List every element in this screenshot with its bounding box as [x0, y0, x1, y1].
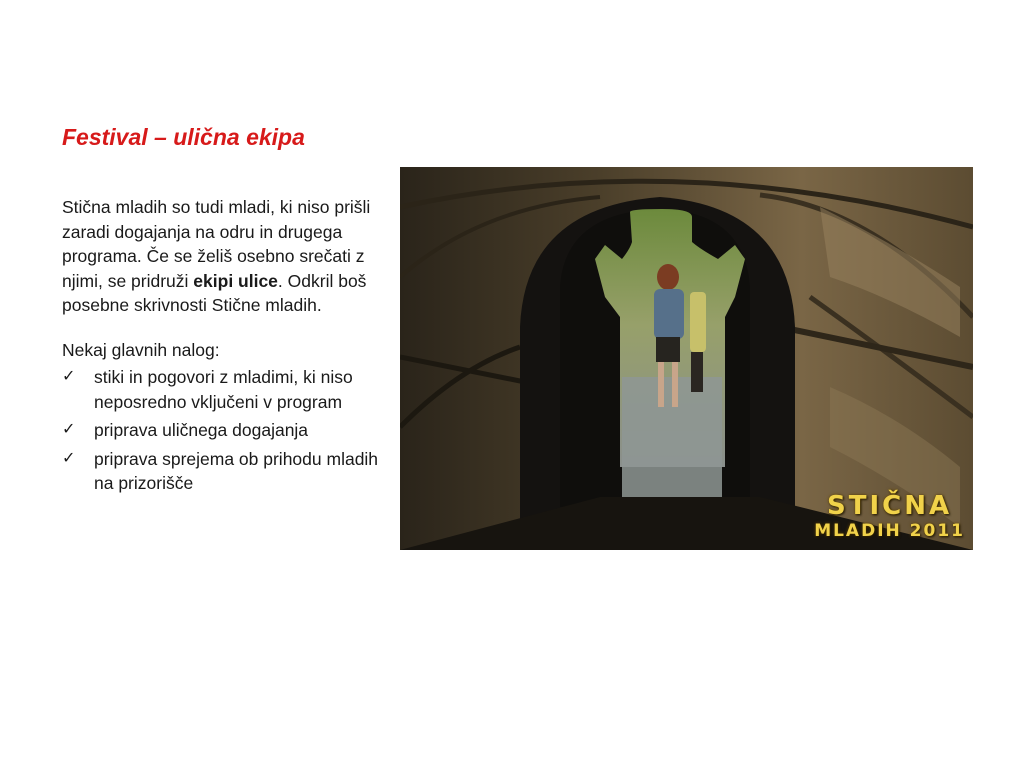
- task-item: [62, 447, 382, 496]
- slide-body: [62, 195, 382, 500]
- task-text: priprava sprejema ob prihodu mladih na prizorišče: [94, 448, 379, 493]
- intro-paragraph: [62, 195, 382, 318]
- tent-tunnel-photo: [400, 167, 973, 550]
- task-text: stiki in pogovori z mladimi, ki niso neposredno vključeni v program: [94, 367, 353, 412]
- task-item: [62, 365, 382, 414]
- tasks-list: [62, 365, 382, 496]
- checkmark-icon: ✓: [62, 368, 76, 385]
- intro-text-1: Stična mladih so tudi mladi, ki niso prišli zaradi dogajanja na odru in drugega programa. Če se želiš osebno srečati z njimi, se pridruži: [62, 197, 371, 291]
- logo-line-2: MLADIH 2011: [814, 521, 965, 541]
- logo-line-1: STIČNA: [827, 491, 953, 521]
- stricna-mladih-logo: [814, 493, 965, 540]
- checkmark-icon: ✓: [62, 449, 76, 467]
- slide-title: Festival – ulična ekipa: [62, 124, 305, 150]
- task-item: [62, 418, 382, 443]
- checkmark-icon: ✓: [62, 421, 76, 438]
- tasks-label: Nekaj glavnih nalog:: [62, 339, 220, 360]
- task-text: priprava uličnega dogajanja: [94, 420, 309, 440]
- intro-text-2: . Odkril boš posebne skrivnosti Stične mladih.: [62, 270, 367, 315]
- intro-bold-text: ekipi ulice: [193, 270, 278, 291]
